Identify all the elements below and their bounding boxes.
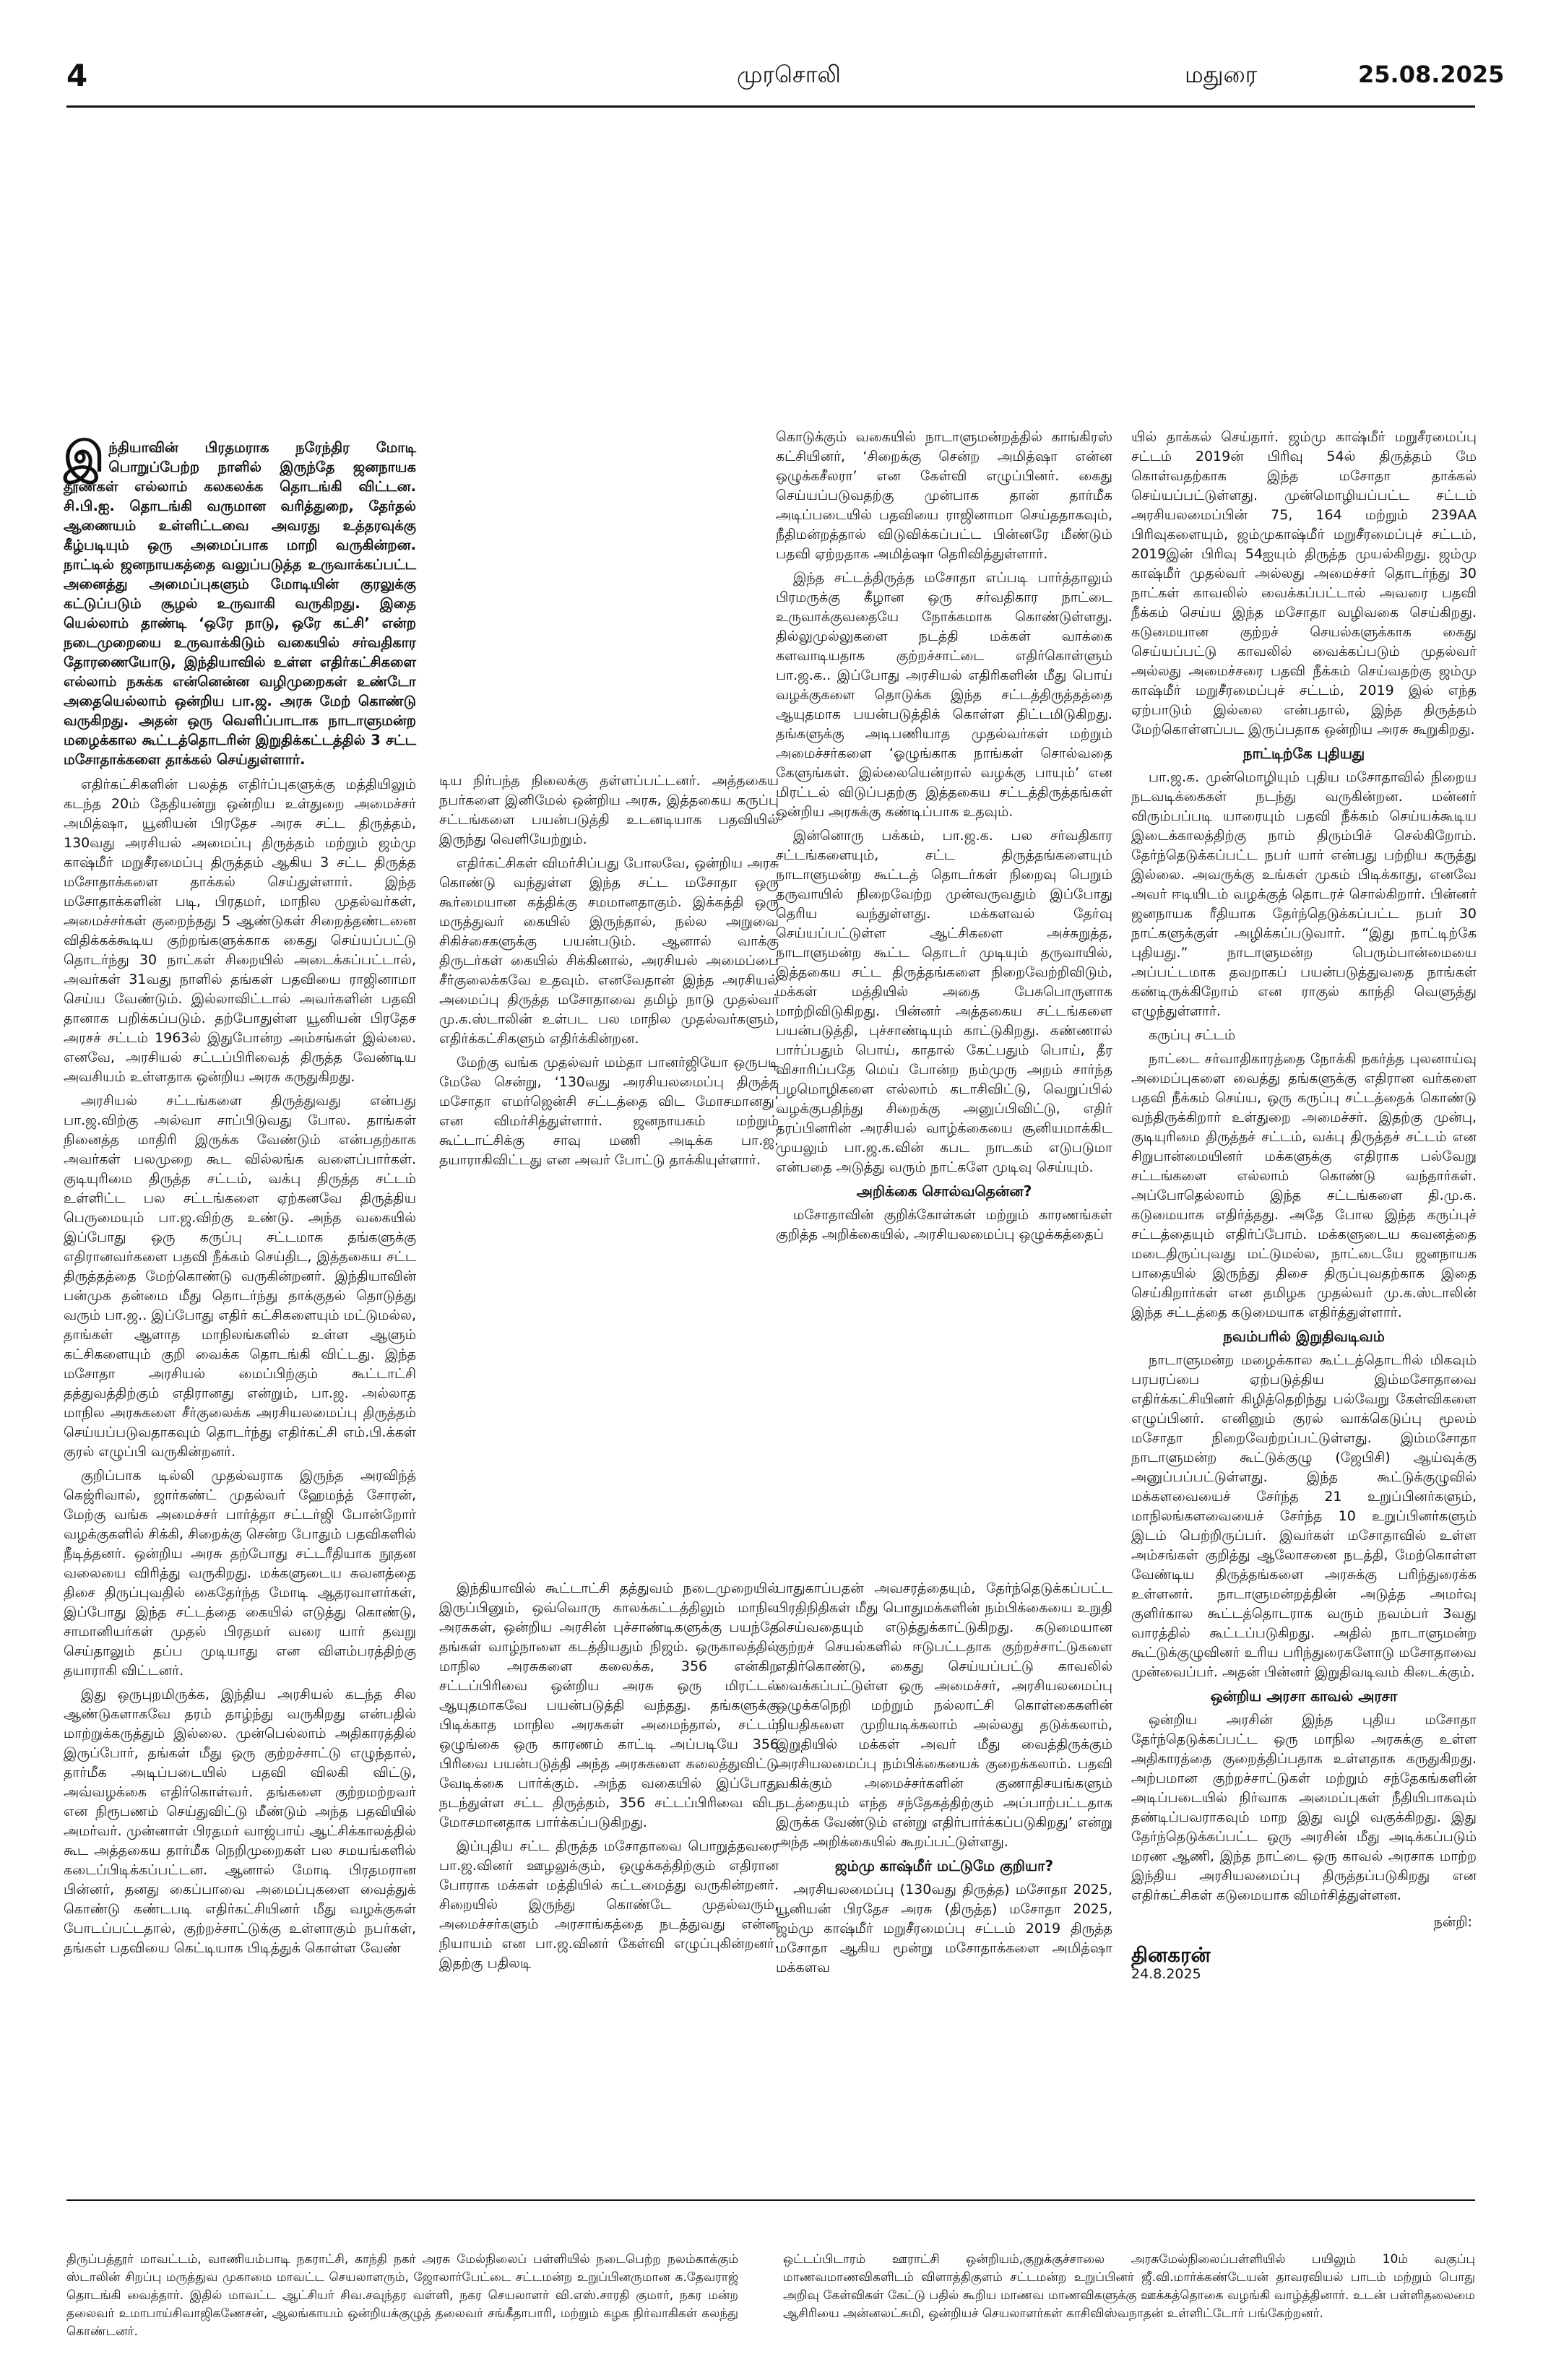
- subheading-new-to-country: நாட்டிற்கே புதியது: [1242, 745, 1365, 762]
- paragraph: எதிர்கட்சிகள் விமர்சிப்பது போலவே, ஒன்றிய அரசு கொண்டு வந்துள்ள இந்த சட்ட மசோதா ஒரு கூர்மையான கத்திக்கு சமமானதாகும். இக்கத்தி ஒரு மருத்துவர் கையில் இருந்தால், நல்ல அறுவை சிகிச்சைகளுக்கு பயன்படும். ஆனால் வாக்கு திருடர்கள் கையில் சிக்கினால், அரசியல் அமைப்பை சீர்குலைக்கவே உதவும். எனவேதான் இந்த அரசியல் அமைப்பு திருத்த மசோதாவை தமிழ் நாடு முதல்வர் மு.க.ஸ்டாலின் உள்பட பல மாநில முதல்வர்களும், எதிர்க்கட்சிகளும் எதிர்க்கின்றன.: [439, 855, 779, 1047]
- credit-source: தினகரன்: [1131, 1943, 1211, 1967]
- paragraph: இன்னொரு பக்கம், பா.ஜ.க. பல சர்வதிகார சட்டங்களையும், சட்ட திருத்தங்களையும் நாடாளுமன்ற கூட்டத் தொடர்கள் நிறைவு பெறும் தருவாயில் நிறைவேற்ற முன்வருவதும் இப்போது தெரிய வந்துள்ளது. மக்களவல் தேர்வு செய்யப்பட்டுள்ள ஆட்சிகளை அச்சுறுத்த, நாடாளுமன்ற கூட்ட தொடர் முடியும் தருவாயில், இத்தகைய சட்ட திருத்தங்களை நிறைவேற்றிவிடும், மக்கள் மத்தியில் அதை பேசுபொருளாக மாற்றிவிடுகிறது. பின்னர் அத்தகைய சட்டங்களை பயன்படுத்தி, புச்சாண்டியும் காட்டுகிறது. கண்ணால் பார்ப்பதும் பொய், காதால் கேட்பதும் பொய், தீர விசாரிப்பதே மெய் போன்ற நம்முரு அறம் சார்ந்த பழமொழிகளை எல்லாம் கடாசிவிட்டு, வெறுப்பில் வழக்குபதிந்து சிறைக்கு அனுப்பிவிட்டு, எதிர் தரப்பினரின் அரசியல் வாழ்க்கையை சூனியமாக்கிட முயலும் பா.ஜ.க.வின் கபட நாடகம் எடுபடுமா என்பதை அடுத்து வரும் நாட்களே முடிவு செய்யும்.: [776, 828, 1112, 1175]
- article-column-2-top: [439, 771, 779, 1168]
- subheading-report: அறிக்கை சொல்வதென்ன?: [856, 1182, 1032, 1200]
- footer-rule: [66, 2199, 1475, 2201]
- paragraph: குறிப்பாக டில்லி முதல்வராக இருந்த அரவிந்த் கெஜ்ரிவால், ஜார்கண்ட் முதல்வர் ஹேமந்த் சோரன், மேற்கு வங்க அமைச்சர் பார்த்தா சட்டர்ஜி போன்றோர் வழக்குகளில் சிக்கி, சிறைக்கு சென்ற போதும் பதவிகளில் நீடித்தனர். ஒன்றிய அரசு தற்போது சட்டரீதியாக நூதன வலையை விரித்து வருகிறது. மக்களுடைய கவனத்தை திசை திருப்புவதில் கைதேர்ந்த மோடி ஆதரவாளர்கள், இப்போது இந்த சட்டத்தை கையில் எடுத்து கொண்டு, சாமானியர்கள் முதல் பிரதமர் வரை யார் தவறு செய்தாலும் தப்ப முடியாது என விளம்பரத்திற்கு தயாராகி விட்டனர்.: [64, 1468, 416, 1679]
- paragraph: நாடாளுமன்ற மழைக்கால கூட்டத்தொடரில் மிகவும் பரபரப்பை ஏற்படுத்திய இம்மசோதாவை எதிர்க்கட்சியினர் கிழித்தெறிந்து பல்வேறு கேள்விகளை எழுப்பினர். எனினும் குரல் வாக்கெடுப்பு மூலம் மசோதா நிறைவேற்றப்பட்டுள்ளது. இம்மசோதா நாடாளுமன்ற கூட்டுக்குழு (ஜேபிசி) ஆய்வுக்கு அனுப்பப்பட்டுள்ளது. இந்த கூட்டுக்குழுவில் மக்களவையைச் சேர்ந்த 21 உறுப்பினர்களும், மாநிலங்களவையைச் சேர்ந்த 10 உறுப்பினர்களும் இடம் பெற்றிருப்பர். இவர்கள் மசோதாவில் உள்ள அம்சங்கள் குறித்து ஆலோசனை நடத்தி, மேற்கொள்ள வேண்டிய திருத்தங்களை அரசுக்கு பரிந்துரைக்க உள்ளனர். நாடாளுமன்றத்தின் அடுத்த அமர்வு குளிர்கால கூட்டத்தொடராக வரும் நவம்பர் 3வது வாரத்தில் கூட்டப்படுகிறது. அதில் நாடாளுமன்ற கூட்டுக்குழுவினர் உரிய பரிந்துரைகளோடு மசோதாவை முன்வைப்பர். அதன் பின்னர் இறுதிவடிவம் கிடைக்கும்.: [1131, 1352, 1477, 1680]
- edition-city: மதுரை: [1185, 61, 1258, 88]
- article-column-3-top: [776, 428, 1112, 1242]
- paragraph: கொடுக்கும் வகையில் நாடாளுமன்றத்தில் காங்கிரஸ் கட்சியினர், ‘சிறைக்கு சென்ற அமித்ஷா என்ன ஒழுக்கசீலரா’ என கேள்வி எழுப்பினர். கைது செய்யப்படுவதற்கு முன்பாக தான் தார்மீக அடிப்படையில் பதவியை ராஜினாமா செய்ததாகவும், நீதிமன்றத்தால் விடுவிக்கப்பட்ட பின்னரே மீண்டும் பதவி ஏற்றதாக அமித்ஷா தெரிவித்துள்ளார்.: [776, 429, 1112, 562]
- subheading-union-or-police-state: ஒன்றிய அரசா காவல் அரசா: [1210, 1687, 1398, 1705]
- paragraph: அரசியலமைப்பு (130வது திருத்த) மசோதா 2025, யூனியன் பிரதேச அரசு (திருத்த) மசோதா 2025, ஜம்மு காஷ்மீர் மறுசீரமைப்பு சட்டம் 2019 திருத்த மசோதா ஆகிய மூன்று மசோதாக்களை அமித்ஷா மக்களவ: [776, 1882, 1112, 1976]
- issue-date: 25.08.2025: [1358, 61, 1505, 88]
- article-column-4: [1131, 428, 1477, 2190]
- paragraph: யில் தாக்கல் செய்தார். ஜம்மு காஷ்மீர் மறுசீரமைப்பு சட்டம் 2019ன் பிரிவு 54ல் திருத்தம் மே கொள்வதற்காக இந்த மசோதா தாக்கல் செய்யப்பட்டுள்ளது. முன்மொழியப்பட்ட சட்டம் அரசியலமைப்பின் 75, 164 மற்றும் 239AA பிரிவுகளையும், ஜம்முகாஷ்மீர் மறுசீரமைப்புச் சட்டம், 2019இன் பிரிவு 54ஐயும் திருத்த முயல்கிறது. ஜம்மு காஷ்மீர் முதல்வர் அல்லது அமைச்சர் தொடர்ந்து 30 நாட்கள் காவலில் வைக்கப்பட்டால் அவரை பதவி நீக்கம் செய்ய இந்த மசோதா வழிவகை செய்கிறது. கடுமையான குற்றச் செயல்களுக்காக கைது செய்யப்பட்டு காவலில் வைக்கப்படும் முதல்வர் அல்லது அமைச்சரை பதவி நீக்கம் செய்வதற்கு ஜம்மு காஷ்மீர் மறுசீரமைப்புச் சட்டம், 2019 இல் எந்த ஏற்பாடும் இல்லை என்பதால், இந்த திருத்தம் மேற்கொள்ளப்பட இருப்பதாக ஒன்றிய அரசு கூறுகிறது.: [1131, 429, 1477, 737]
- lead-text: ந்தியாவின் பிரதமராக நரேந்திர மோடி பொறுப்பேற்ற நாளில் இருந்தே ஜனநாயக தூண்கள் எல்லாம் கலகலக்க தொடங்கி விட்டன. சி.பி.ஐ. தொடங்கி வருமான வரித்துறை, தேர்தல் ஆணையம் உள்ளிட்டவை அவரது உத்தரவுக்கு கீழ்படியும் ஒரு அமைப்பாக மாறி வருகின்றன. நாட்டில் ஜனநாயகத்தை வலுப்படுத்த உருவாக்கப்பட்ட அனைத்து அமைப்புகளும் மோடியின் குரலுக்கு கட்டுப்படும் சூழல் உருவாகி வருகிறது. இதை யெல்லாம் தாண்டி ‘ஒரே நாடு, ஒரே கட்சி’ என்ற நடைமுறையை உருவாக்கிடும் வகையில் சர்வதிகார தோரணையோடு, இந்தியாவில் உள்ள எதிர்கட்சிகளை எல்லாம் நசுக்க என்னென்ன வழிமுறைகள் உண்டோ அதையெல்லாம் ஒன்றிய பா.ஜ. அரசு மேற் கொண்டு வருகிறது. அதன் ஒரு வெளிப்பாடாக நாடாளுமன்ற மழைக்கால கூட்டத்தொடரின் இறுதிக்கட்டத்தில் 3 சட்ட மசோதாக்களை தாக்கல் செய்துள்ளார்.: [64, 439, 416, 768]
- paragraph: டிய நிர்பந்த நிலைக்கு தள்ளப்பட்டனர். அத்தகைய நபர்களை இனிமேல் ஒன்றிய அரசு, இத்தகைய கருப்பு சட்டங்களை பயன்படுத்தி உடனடியாக பதவியில் இருந்து வெளியேற்றும்.: [439, 773, 779, 847]
- page-number: 4: [66, 58, 88, 93]
- article-column-3-bottom: [776, 1579, 1112, 2193]
- paragraph: கருப்பு சட்டம்: [1149, 1027, 1236, 1043]
- drop-cap: இ: [64, 432, 105, 481]
- paragraph: இப்புதிய சட்ட திருத்த மசோதாவை பொறுத்தவரை பா.ஜ.வினர் ஊழலுக்கும், ஒழுக்கத்திற்கும் எதிரான போராக மக்கள் மத்தியில் கட்டமைத்து வருகின்றனர். சிறையில் இருந்து கொண்டே முதல்வரும், அமைச்சர்களும் அரசாங்கத்தை நடத்துவது என்ன நியாயம் என பா.ஜ.வினர் கேள்வி எழுப்புகின்றனர். இதற்கு பதிலடி: [439, 1838, 779, 1971]
- article-column-2-bottom: [439, 1579, 779, 2193]
- credit-thanks: நன்றி:: [1433, 1914, 1472, 1930]
- paragraph: பாதுகாப்பதன் அவசரத்தையும், தேர்ந்தெடுக்கப்பட்ட பிரதிநிதிகள் மீது பொதுமக்களின் நம்பிக்கையை உறுதி செய்வதையும் எடுத்துக்காட்டுகிறது. கடுமையான குற்றச் செயல்களில் ஈடுபட்டதாக குற்றச்சாட்டுகளை எதிர்கொண்டு, கைது செய்யப்பட்டு காவலில் வைக்கப்பட்டுள்ள ஒரு அமைச்சர், அரசியலமைப்பு ஒழுக்கநெறி மற்றும் நல்லாட்சி கொள்கைகளின் நியதிகளை முறியடிக்கலாம் அல்லது தடுக்கலாம், இறுதியில் மக்கள் அவர் மீது வைத்திருக்கும் அரசியலமைப்பு நம்பிக்கையைக் குறைக்கலாம். பதவி வகிக்கும் அமைச்சர்களின் குணாதிசயங்களும் நடத்தையும் எந்த சந்தேகத்திற்கும் அப்பாற்பட்டதாக இருக்க வேண்டும் என்று எதிர்பார்க்கப்படுகிறது’ என்று அந்த அறிக்கையில் கூறப்பட்டுள்ளது.: [776, 1580, 1112, 1850]
- subheading-jammu-kashmir: ஜம்மு காஷ்மீர் மட்டுமே குறியா?: [834, 1857, 1054, 1874]
- article-lead: [64, 432, 416, 769]
- credit-date: 24.8.2025: [1131, 1966, 1201, 1982]
- paragraph: ஒன்றிய அரசின் இந்த புதிய மசோதா தேர்ந்தெடுக்கப்பட்ட ஒரு மாநில அரசுக்கு உள்ள அதிகாரத்தை குறைத்திப்பதாக உள்ளதாக கருதுகிறது. அற்பமான குற்றச்சாட்டுகள் மற்றும் சந்தேகங்களின் அடிப்படையில் நிர்வாக அமைப்புகள் நீதியிபாகவும் தண்டிப்பவராகவும் மாற இது வழி வகுக்கிறது. இது தேர்ந்தெடுக்கப்பட்ட ஒரு அரசின் மீது அடிக்கப்படும் மரண ஆணி, இந்த நாட்டை ஒரு காவல் அரசாக மாற்ற இந்திய அரசியலமைப்பு திருத்தப்படுகிறது என எதிர்கட்சிகள் கடுமையாக விமர்சித்துள்ளன.: [1131, 1712, 1477, 1903]
- photo-caption-right: ஒட்டப்பிடாரம் ஊராட்சி ஒன்றியம்,குறுக்குச்சாலை அரசுமேல்நிலைப்பள்ளியில் பயிலும் 10ம் வகுப்பு மாணவமாணவிகளிடம் விளாத்திகுளம் சட்டமன்ற உறுப்பினர் ஜீ.வி.மார்க்கண்டேயன் தாவரவியல் பாடம் மற்றும் பொது அறிவு கேள்விகள் கேட்டு பதில் கூறிய மாணவ மாணவிகளுக்கு ஊக்கத்தொகை வழங்கி வாழ்த்தினார். உடன் பள்ளிதலைமை ஆசிரியை அன்னலட்சுமி, ஒன்றியச் செயலாளர்கள் காசிவிஸ்வநாதன் உள்ளிட்டோர் பங்கேற்றனர்.: [783, 2252, 1475, 2321]
- paragraph: அரசியல் சட்டங்களை திருத்துவது என்பது பா.ஜ.விற்கு அல்வா சாப்பிடுவது போல. தாங்கள் நினைத்த மாதிரி இருக்க வேண்டும் என்பதற்காக அவர்கள் பலமுறை கூட வில்லங்க வளைப்பார்கள். குடியுரிமை திருத்த சட்டம், வக்பு திருத்த சட்டம் உள்ளிட்ட பல சட்டங்களை ஏற்கனவே திருத்திய பெருமையும் பா.ஜ.விற்கு உண்டு. அந்த வகையில் இப்போது ஒரு கருப்பு சட்டமாக தங்களுக்கு எதிரானவர்களை பதவி நீக்கம் செய்திட, இத்தகைய சட்ட திருத்தத்தை மேற்கொண்டு வருகின்றனர். இந்தியாவின் பன்முக தன்மை மீது தொடர்ந்து தாக்குதல் தொடுத்து வரும் பா.ஜ.. இப்போது எதிர் கட்சிகளையும் மட்டுமல்ல, தாங்கள் ஆளாத மாநிலங்களில் உள்ள ஆளும் கட்சிகளையும் குறி வைக்க தொடங்கி விட்டது. இந்த மசோதா அரசியல் மைப்பிற்கும் கூட்டாட்சி தத்துவத்திற்கும் எதிரானது என்றும், பா.ஜ. அல்லாத மாநில அரசுகளை சீர்குலைக்க அரசியலமைப்பு திருத்தம் செய்யப்படுவதாகவும் தொடர்ந்து எதிர்கட்சி எம்.பி.க்கள் குரல் எழுப்பி வருகின்றனர்.: [64, 1093, 416, 1460]
- paragraph: எதிர்கட்சிகளின் பலத்த எதிர்ப்புகளுக்கு மத்தியிலும் கடந்த 20ம் தேதியன்று ஒன்றிய உள்துறை அமைச்சர் அமித்ஷா, யூனியன் பிரதேச அரசு சட்ட திருத்தம், 130வது அரசியல் அமைப்பு திருத்தம் மற்றும் ஜம்மு காஷ்மீர் மறுசீரமைப்பு திருத்தம் ஆகிய 3 சட்ட திருத்த மசோதாக்களை தாக்கல் செய்துள்ளார். இந்த மசோதாக்களின் படி, பிரதமர், மாநில முதல்வர்கள், அமைச்சர்கள் குறைந்தது 5 ஆண்டுகள் சிறைத்தண்டனை விதிக்கக்கூடிய குற்றங்களுக்காக கைது செய்யப்பட்டு தொடர்ந்து 30 நாட்கள் சிறையில் அடைக்கப்பட்டால், அவர்கள் 31வது நாளில் தங்கள் பதவியை ராஜினாமா செய்ய வேண்டும். இல்லாவிட்டால் அவர்களின் பதவி தானாக பறிக்கப்படும். தற்போதுள்ள யூனியன் பிரதேச அரசச் சட்டம் 1963ல் இதுபோன்ற அம்சங்கள் இல்லை. எனவே, அரசியல் சட்டப்பிரிவைத் திருத்த வேண்டிய அவசியம் உள்ளதாக ஒன்றிய அரசு கருதுகிறது.: [64, 776, 416, 1085]
- newspaper-name: முரசொலி: [737, 61, 841, 88]
- paragraph: மசோதாவின் குறிக்கோள்கள் மற்றும் காரணங்கள் குறித்த அறிக்கையில், அரசியலமைப்பு ஒழுக்கத்தைப்: [776, 1207, 1112, 1242]
- paragraph: இந்தியாவில் கூட்டாட்சி தத்துவம் நடைமுறையில் இருப்பினும், ஒவ்வொரு காலக்கட்டத்திலும் மாநில அரசுகள், ஒன்றிய அரசின் புச்சாண்டிகளுக்கு பயந்தே தங்கள் வாழ்நாளை கடத்தியதும் நிஜம். ஒருகாலத்தில் மாநில அரசுகளை கலைக்க, 356 என்கிற சட்டப்பிரிவை ஒன்றிய அரசு ஒரு மிரட்டல் ஆயுதமாகவே பயன்படுத்தி வந்தது. தங்களுக்கு பிடிக்காத மாநில அரசுகள் அமைந்தால், சட்டம் ஒழுங்கை ஒரு காரணம் காட்டி அப்படியே 356 பிரிவை பயன்படுத்தி அந்த அரசுகளை கலைத்துவிட்டு வேடிக்கை பார்க்கும். அந்த வகையில் இப்போது நடந்துள்ள சட்ட திருத்தம், 356 சட்டப்பிரிவை விட மோசமானதாக பார்க்கப்படுகிறது.: [439, 1580, 779, 1830]
- paragraph: நாட்டை சர்வாதிகாரத்தை நோக்கி நகர்த்த புலனாய்வு அமைப்புகளை வைத்து தங்களுக்கு எதிரான வர்களை பதவி நீக்கம் செய்ய, ஒரு கருப்பு சட்டத்தைக் கொண்டு வந்திருக்கிறார் உள்துறை அமைச்சர். இதற்கு முன்பு, குடியுரிமை திருத்தச் சட்டம், வக்பு திருத்தச் சட்டம் என சிறுபான்மையினர் மக்களுக்கு எதிராக பல்வேறு சட்டங்களை எல்லாம் கொண்டு வந்தார்கள். அப்போதெல்லாம் இந்த சட்டங்களை தி.மு.க. கடுமையாக எதிர்த்தது. அதே போல இந்த கருப்புச் சட்டத்தையும் எதிர்ப்போம். மக்களுடைய கவனத்தை மடைதிருப்புவது மட்டுமல்ல, நாட்டையே ஜனநாயக பாதையில் இருந்து திசை திருப்புவதற்காக இதை செய்கிறார்கள் என தமிழக முதல்வர் மு.க.ஸ்டாலின் இந்த சட்டத்தை கடுமையாக எதிர்த்துள்ளார்.: [1131, 1051, 1477, 1320]
- paragraph: பா.ஜ.க. முன்மொழியும் புதிய மசோதாவில் நிறைய நடவடிக்கைகள் நடந்து வருகின்றன. மன்னர் விரும்பப்படி யாரையும் பதவி நீக்கம் செய்யக்கூடிய இடைக்காலத்திற்கு நாம் திரும்பிச் செல்கிறோம். தேர்ந்தெடுக்கப்பட்ட நபர் யார் என்பது பற்றிய கருத்து இல்லை. அவருக்கு உங்கள் முகம் பிடிக்காது, எனவே அவர் ஈடியிடம் வழக்குத் தொடரச் சொல்கிறார். பின்னர் ஜனநாயக ரீதியாக தேர்ந்தெடுக்கப்பட்ட நபர் 30 நாட்களுக்குள் அழிக்கப்படுவார். “இது நாட்டிற்கே புதியது.” நாடாளுமன்ற பெரும்பான்மையை அப்பட்டமாக தவறாகப் பயன்படுத்துவதை நாங்கள் கண்டிருக்கிறோம் என ராகுல் காந்தி வெளுத்து எழுந்துள்ளார்.: [1131, 769, 1477, 1019]
- photo-caption-left: திருப்பத்தூர் மாவட்டம், வாணியம்பாடி நகராட்சி, காந்தி நகர் அரசு மேல்நிலைப் பள்ளியில் நடைபெற்ற நலம்காக்கும் ஸ்டாலின் சிறப்பு மருத்துவ முகாமை மாவட்ட செயலாளரும், ஜோலார்பேட்டை சட்டமன்ற உறுப்பினருமான க.தேவராஜ் தொடங்கி வைத்தார். இதில் மாவட்ட ஆட்சியர் சிவ.சவுந்தர வள்ளி, நகர செயலாளர் வி.எஸ்.சாரதி குமார், நகர மன்ற தலைவர் உமாபாய்சிவாஜிகணேசன், ஆலங்காயம் ஒன்றியக்குழுத் தலைவர் சங்கீதாபாரி, மற்றும் கழக நிர்வாகிகள் கலந்து கொண்டனர்.: [66, 2252, 738, 2339]
- header-rule: [66, 105, 1475, 108]
- subheading-november-final: நவம்பரில் இறுதிவடிவம்: [1223, 1328, 1385, 1345]
- article-column-1: [64, 432, 416, 2193]
- paragraph: மேற்கு வங்க முதல்வர் மம்தா பானர்ஜியோ ஒருபடி மேலே சென்று, ‘130வது அரசியலமைப்பு திருத்த மசோதா எமர்ஜென்சி சட்டத்தை விட மோசமானது’ என விமர்சித்துள்ளார். ஜனநாயகம் மற்றும் கூட்டாட்சிக்கு சாவு மணி அடிக்க பா.ஜ. தயாராகிவிட்டது என அவர் போட்டு தாக்கியுள்ளார்.: [439, 1055, 779, 1168]
- paragraph: இந்த சட்டத்திருத்த மசோதா எப்படி பார்த்தாலும் பிரமருக்கு கீழான ஒரு சர்வதிகார நாட்டை உருவாக்குவதையே நோக்கமாக கொண்டுள்ளது. தில்லுமுல்லுகளை நடத்தி மக்கள் வாக்கை களவாடியதாக குற்றச்சாட்டை எதிர்கொள்ளும் பா.ஜ.க.. இப்போது அரசியல் எதிரிகளின் மீது பொய் வழக்குகளை தொடுக்க இந்த சட்டத்திருத்தத்தை ஆயுதமாக பயன்படுத்திக் கொள்ள திட்டமிடுகிறது. தங்களுக்கு அடிபணியாத முதல்வர்கள் மற்றும் அமைச்சர்களை ‘ஓழுங்காக நாங்கள் சொல்வதை கேளுங்கள். இல்லையென்றால் வழக்கு பாயும்’ என மிரட்டல் விடுப்பதற்கு இத்தகைய சட்டத்திருத்தங்கள் ஒன்றிய அரசுக்கு கண்டிப்பாக உதவும்.: [776, 570, 1112, 820]
- paragraph: இது ஒருபுறமிருக்க, இந்திய அரசியல் கடந்த சில ஆண்டுகளாகவே தரம் தாழ்ந்து வருகிறது என்பதில் மாற்றுக்கருத்தும் இல்லை. முன்பெல்லாம் அதிகாரத்தில் இருப்போர், தங்கள் மீது ஒரு குற்றச்சாட்டு எழுந்தால், தார்மீக அடிப்படையில் பதவி விலகி விட்டு, அவ்வழக்கை எதிர்கொள்வர். தங்களை குற்றமற்றவர் என நிரூபணம் செய்துவிட்டு மீண்டும் அந்த பதவியில் அமர்வர். முன்னாள் பிரதமர் வாஜ்பாய் ஆட்சிக்காலத்தில் கூட அத்தகைய தார்மீக நெறிமுறைகள் பல சமயங்களில் கடைப்பிடிக்கப்பட்டன. ஆனால் மோடி பிரதமரான பின்னர், தனது கைப்பாவை அமைப்புகளை வைத்துக் கொண்டு கண்டபடி எதிர்கட்சியினர் மீது வழக்குகள் போடப்பட்டதால், குற்றச்சாட்டுக்கு உள்ளாகும் நபர்கள், தங்கள் பதவியை கெட்டியாக பிடித்துக் கொள்ள வேண்: [64, 1687, 416, 1956]
